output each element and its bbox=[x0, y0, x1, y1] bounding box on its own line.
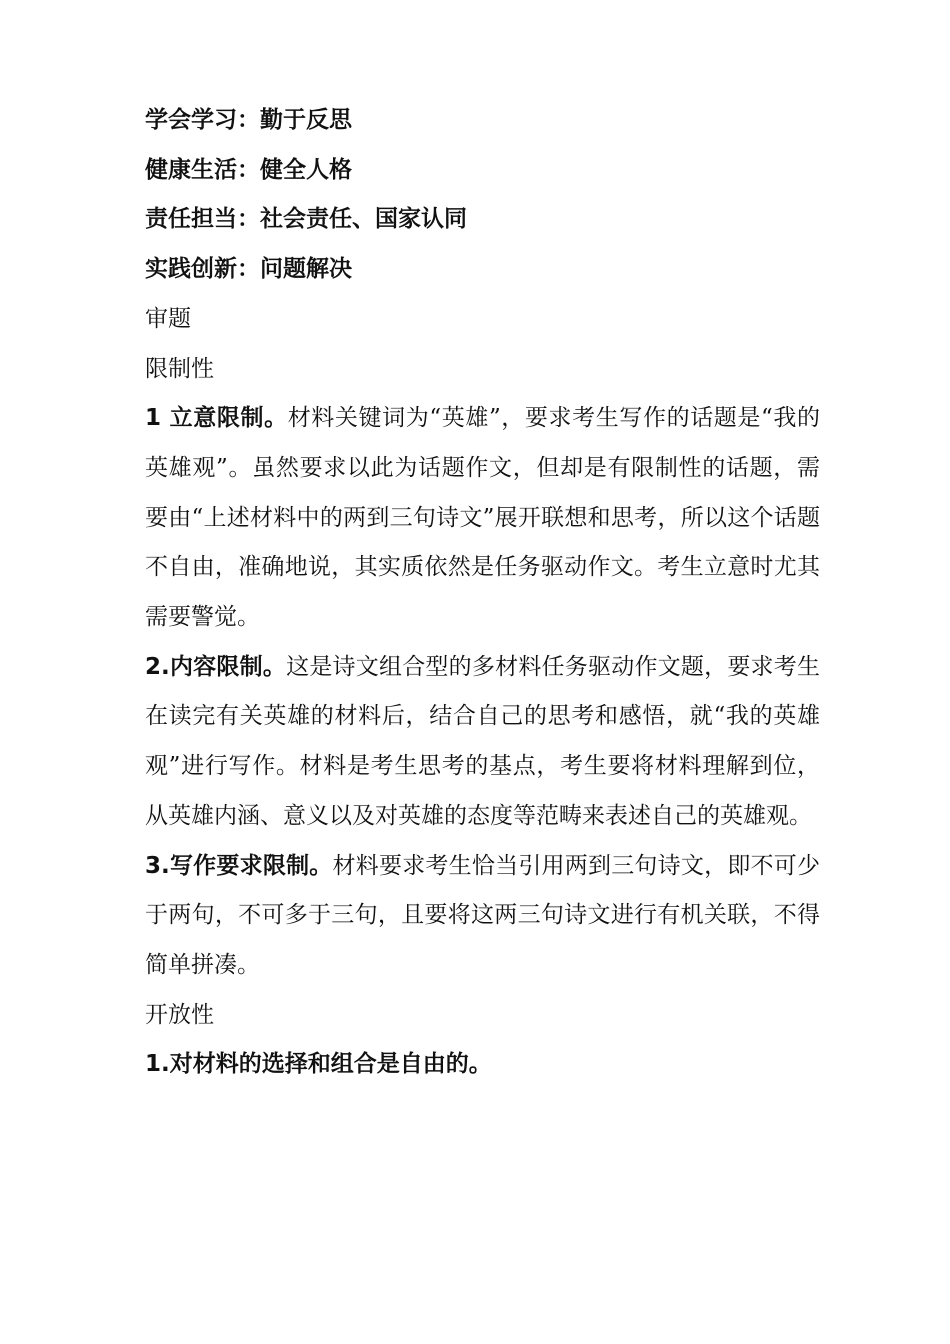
paragraph-writing-limit bbox=[145, 842, 820, 991]
paragraph-material-choice bbox=[145, 1040, 820, 1090]
paragraph-lead: 2.内容限制。 bbox=[145, 653, 287, 680]
paragraph-lead: 3.写作要求限制。 bbox=[145, 852, 333, 879]
paragraph-lead: 1 立意限制。 bbox=[145, 405, 288, 432]
heading-kaifang: 开放性 bbox=[145, 1001, 214, 1028]
paragraph-lead: 1.对材料的选择和组合是自由的。 bbox=[145, 1051, 492, 1078]
paragraph-theme-limit bbox=[145, 394, 820, 643]
document-page bbox=[145, 96, 820, 1090]
core-item-learning: 学会学习：勤于反思 bbox=[145, 107, 352, 133]
heading-shenti: 审题 bbox=[145, 305, 191, 332]
core-item-innovation: 实践创新：问题解决 bbox=[145, 256, 352, 283]
paragraph-body: 这是诗文组合型的多材料任务驱动作文题，要求考生在读完有关英雄的材料后，结合自己的思考和感悟，就“我的英雄观”进行写作。材料是考生思考的基点，考生要将材料理解到位，从英雄内涵、意义以及对英雄的态度等范畴来表述自己的英雄观。 bbox=[145, 653, 821, 829]
paragraph-content-limit bbox=[145, 643, 820, 842]
core-item-responsibility: 责任担当：社会责任、国家认同 bbox=[145, 206, 467, 233]
paragraph-body: 材料要求考生恰当引用两到三句诗文，即不可少于两句，不可多于三句，且要将这两三句诗文进行有机关联，不得简单拼凑。 bbox=[145, 852, 820, 978]
paragraph-body: 材料关键词为“英雄”，要求考生写作的话题是“我的英雄观”。虽然要求以此为话题作文，但却是有限制性的话题，需要由“上述材料中的两到三句诗文”展开联想和思考，所以这个话题不自由，准确地说，其实质依然是任务驱动作文。考生立意时尤其需要警觉。 bbox=[145, 405, 821, 631]
heading-xianzhi: 限制性 bbox=[145, 355, 214, 382]
core-item-health: 健康生活：健全人格 bbox=[145, 156, 352, 183]
